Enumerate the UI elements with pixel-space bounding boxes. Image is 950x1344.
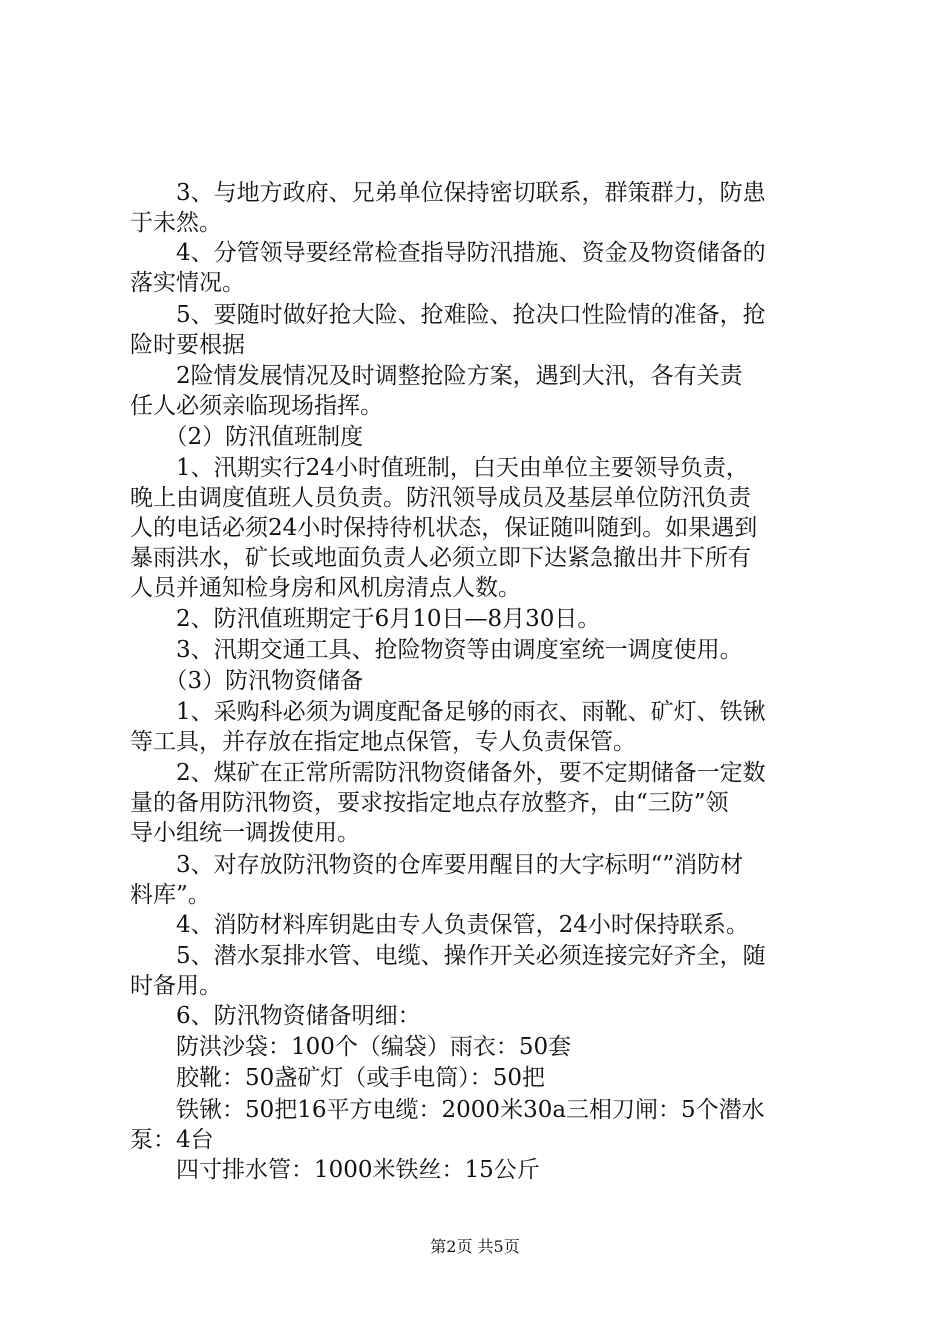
text-line: 于未然。 xyxy=(130,210,222,236)
text-line: 1、汛期实行24小时值班制，白天由单位主要领导负责， xyxy=(130,455,749,481)
text-line: 3、与地方政府、兄弟单位保持密切联系，群策群力，防患 xyxy=(130,180,766,206)
text-line: 料库”。 xyxy=(130,882,211,908)
text-line: 任人必须亲临现场指挥。 xyxy=(130,393,383,419)
text-line: 2险情发展情况及时调整抢险方案，遇到大汛，各有关责 xyxy=(130,363,743,389)
text-line: 等工具，并存放在指定地点保管，专人负责保管。 xyxy=(130,729,636,755)
text-line: 导小组统一调拨使用。 xyxy=(130,820,360,846)
text-line: 人员并通知检身房和风机房清点人数。 xyxy=(130,575,521,601)
text-line: 4、消防材料库钥匙由专人负责保管，24小时保持联系。 xyxy=(130,912,749,938)
section-heading: （2）防汛值班制度 xyxy=(130,424,364,450)
text-line: 暴雨洪水，矿长或地面负责人必须立即下达紧急撤出井下所有 xyxy=(130,545,751,571)
text-line: 四寸排水管：1000米铁丝：15公斤 xyxy=(130,1157,540,1183)
text-line: 3、对存放防汛物资的仓库要用醒目的大字标明“”消防材 xyxy=(130,852,744,878)
text-line: 时备用。 xyxy=(130,973,222,999)
text-line: 人的电话必须24小时保持待机状态，保证随叫随到。如果遇到 xyxy=(130,515,758,541)
text-line: 3、汛期交通工具、抢险物资等由调度室统一调度使用。 xyxy=(130,637,743,663)
text-line: 4、分管领导要经常检查指导防汛措施、资金及物资储备的 xyxy=(130,240,766,266)
text-line: 5、潜水泵排水管、电缆、操作开关必须连接完好齐全，随 xyxy=(130,943,766,969)
page-number: 第2页 共5页 xyxy=(430,1237,520,1256)
section-heading: （3）防汛物资储备 xyxy=(130,668,364,694)
text-line: 6、防汛物资储备明细： xyxy=(130,1003,421,1029)
text-line: 胶靴：50盏矿灯（或手电筒）：50把 xyxy=(130,1065,546,1091)
text-line: 泵：4台 xyxy=(130,1127,214,1153)
text-line: 防洪沙袋：100个（编袋）雨衣：50套 xyxy=(130,1034,572,1060)
text-line: 1、采购科必须为调度配备足够的雨衣、雨靴、矿灯、铁锹 xyxy=(130,699,766,725)
text-line: 2、煤矿在正常所需防汛物资储备外，要不定期储备一定数 xyxy=(130,760,766,786)
text-line: 量的备用防汛物资，要求按指定地点存放整齐，由“三防”领 xyxy=(130,790,729,816)
text-line: 落实情况。 xyxy=(130,270,245,296)
text-line: 5、要随时做好抢大险、抢难险、抢决口性险情的准备，抢 xyxy=(130,302,766,328)
text-line: 铁锹：50把16平方电缆：2000米30a三相刀闸：5个潜水 xyxy=(130,1097,765,1123)
text-line: 2、防汛值班期定于6月10日—8月30日。 xyxy=(130,606,601,632)
text-line: 晚上由调度值班人员负责。防汛领导成员及基层单位防汛负责 xyxy=(130,485,751,511)
text-line: 险时要根据 xyxy=(130,332,245,358)
